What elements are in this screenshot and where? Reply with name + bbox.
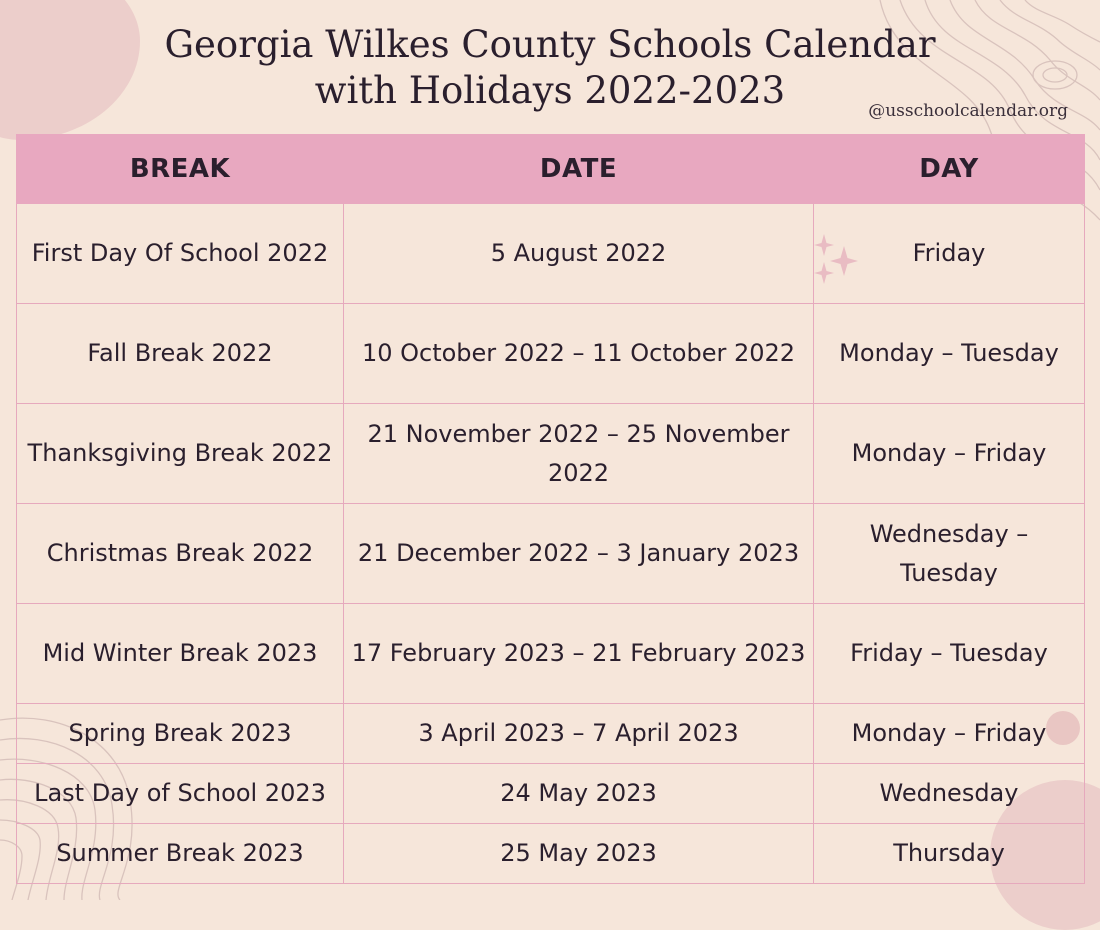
date-cell: 21 November 2022 – 25 November 2022: [344, 404, 814, 504]
date-cell: 10 October 2022 – 11 October 2022: [344, 304, 814, 404]
table-row: [17, 404, 1085, 504]
header-break: BREAK: [17, 135, 344, 204]
day-cell: Friday – Tuesday: [814, 604, 1085, 704]
day-cell: Monday – Tuesday: [814, 304, 1085, 404]
table-row: [17, 504, 1085, 604]
watermark: @usschoolcalendar.org: [868, 101, 1068, 121]
date-cell: 21 December 2022 – 3 January 2023: [344, 504, 814, 604]
break-cell: Spring Break 2023: [17, 704, 344, 764]
table-row: [17, 304, 1085, 404]
table-row: [17, 704, 1085, 764]
header-day: DAY: [814, 135, 1085, 204]
table-row: [17, 824, 1085, 884]
table-row: [17, 764, 1085, 824]
date-cell: 5 August 2022: [344, 204, 814, 304]
break-cell: First Day Of School 2022: [17, 204, 344, 304]
day-cell: Monday – Friday: [814, 704, 1085, 764]
day-cell: [814, 204, 1085, 304]
break-cell: Last Day of School 2023: [17, 764, 344, 824]
day-cell: Monday – Friday: [814, 404, 1085, 504]
header-date: DATE: [344, 135, 814, 204]
day-cell: Wednesday: [814, 764, 1085, 824]
break-cell: Mid Winter Break 2023: [17, 604, 344, 704]
holiday-table: [16, 134, 1085, 884]
table-header-row: [17, 135, 1085, 204]
title-line-2: with Holidays 2022-2023: [314, 69, 786, 112]
break-cell: Summer Break 2023: [17, 824, 344, 884]
table-row: [17, 204, 1085, 304]
date-cell: 24 May 2023: [344, 764, 814, 824]
day-text: Friday: [912, 239, 986, 267]
date-cell: 17 February 2023 – 21 February 2023: [344, 604, 814, 704]
date-cell: 3 April 2023 – 7 April 2023: [344, 704, 814, 764]
title-line-1: Georgia Wilkes County Schools Calendar: [164, 23, 936, 66]
table-row: [17, 604, 1085, 704]
date-cell: 25 May 2023: [344, 824, 814, 884]
break-cell: Fall Break 2022: [17, 304, 344, 404]
day-cell: Thursday: [814, 824, 1085, 884]
break-cell: Christmas Break 2022: [17, 504, 344, 604]
break-cell: Thanksgiving Break 2022: [17, 404, 344, 504]
day-cell: Wednesday – Tuesday: [814, 504, 1085, 604]
sparkle-icon: [814, 234, 862, 290]
